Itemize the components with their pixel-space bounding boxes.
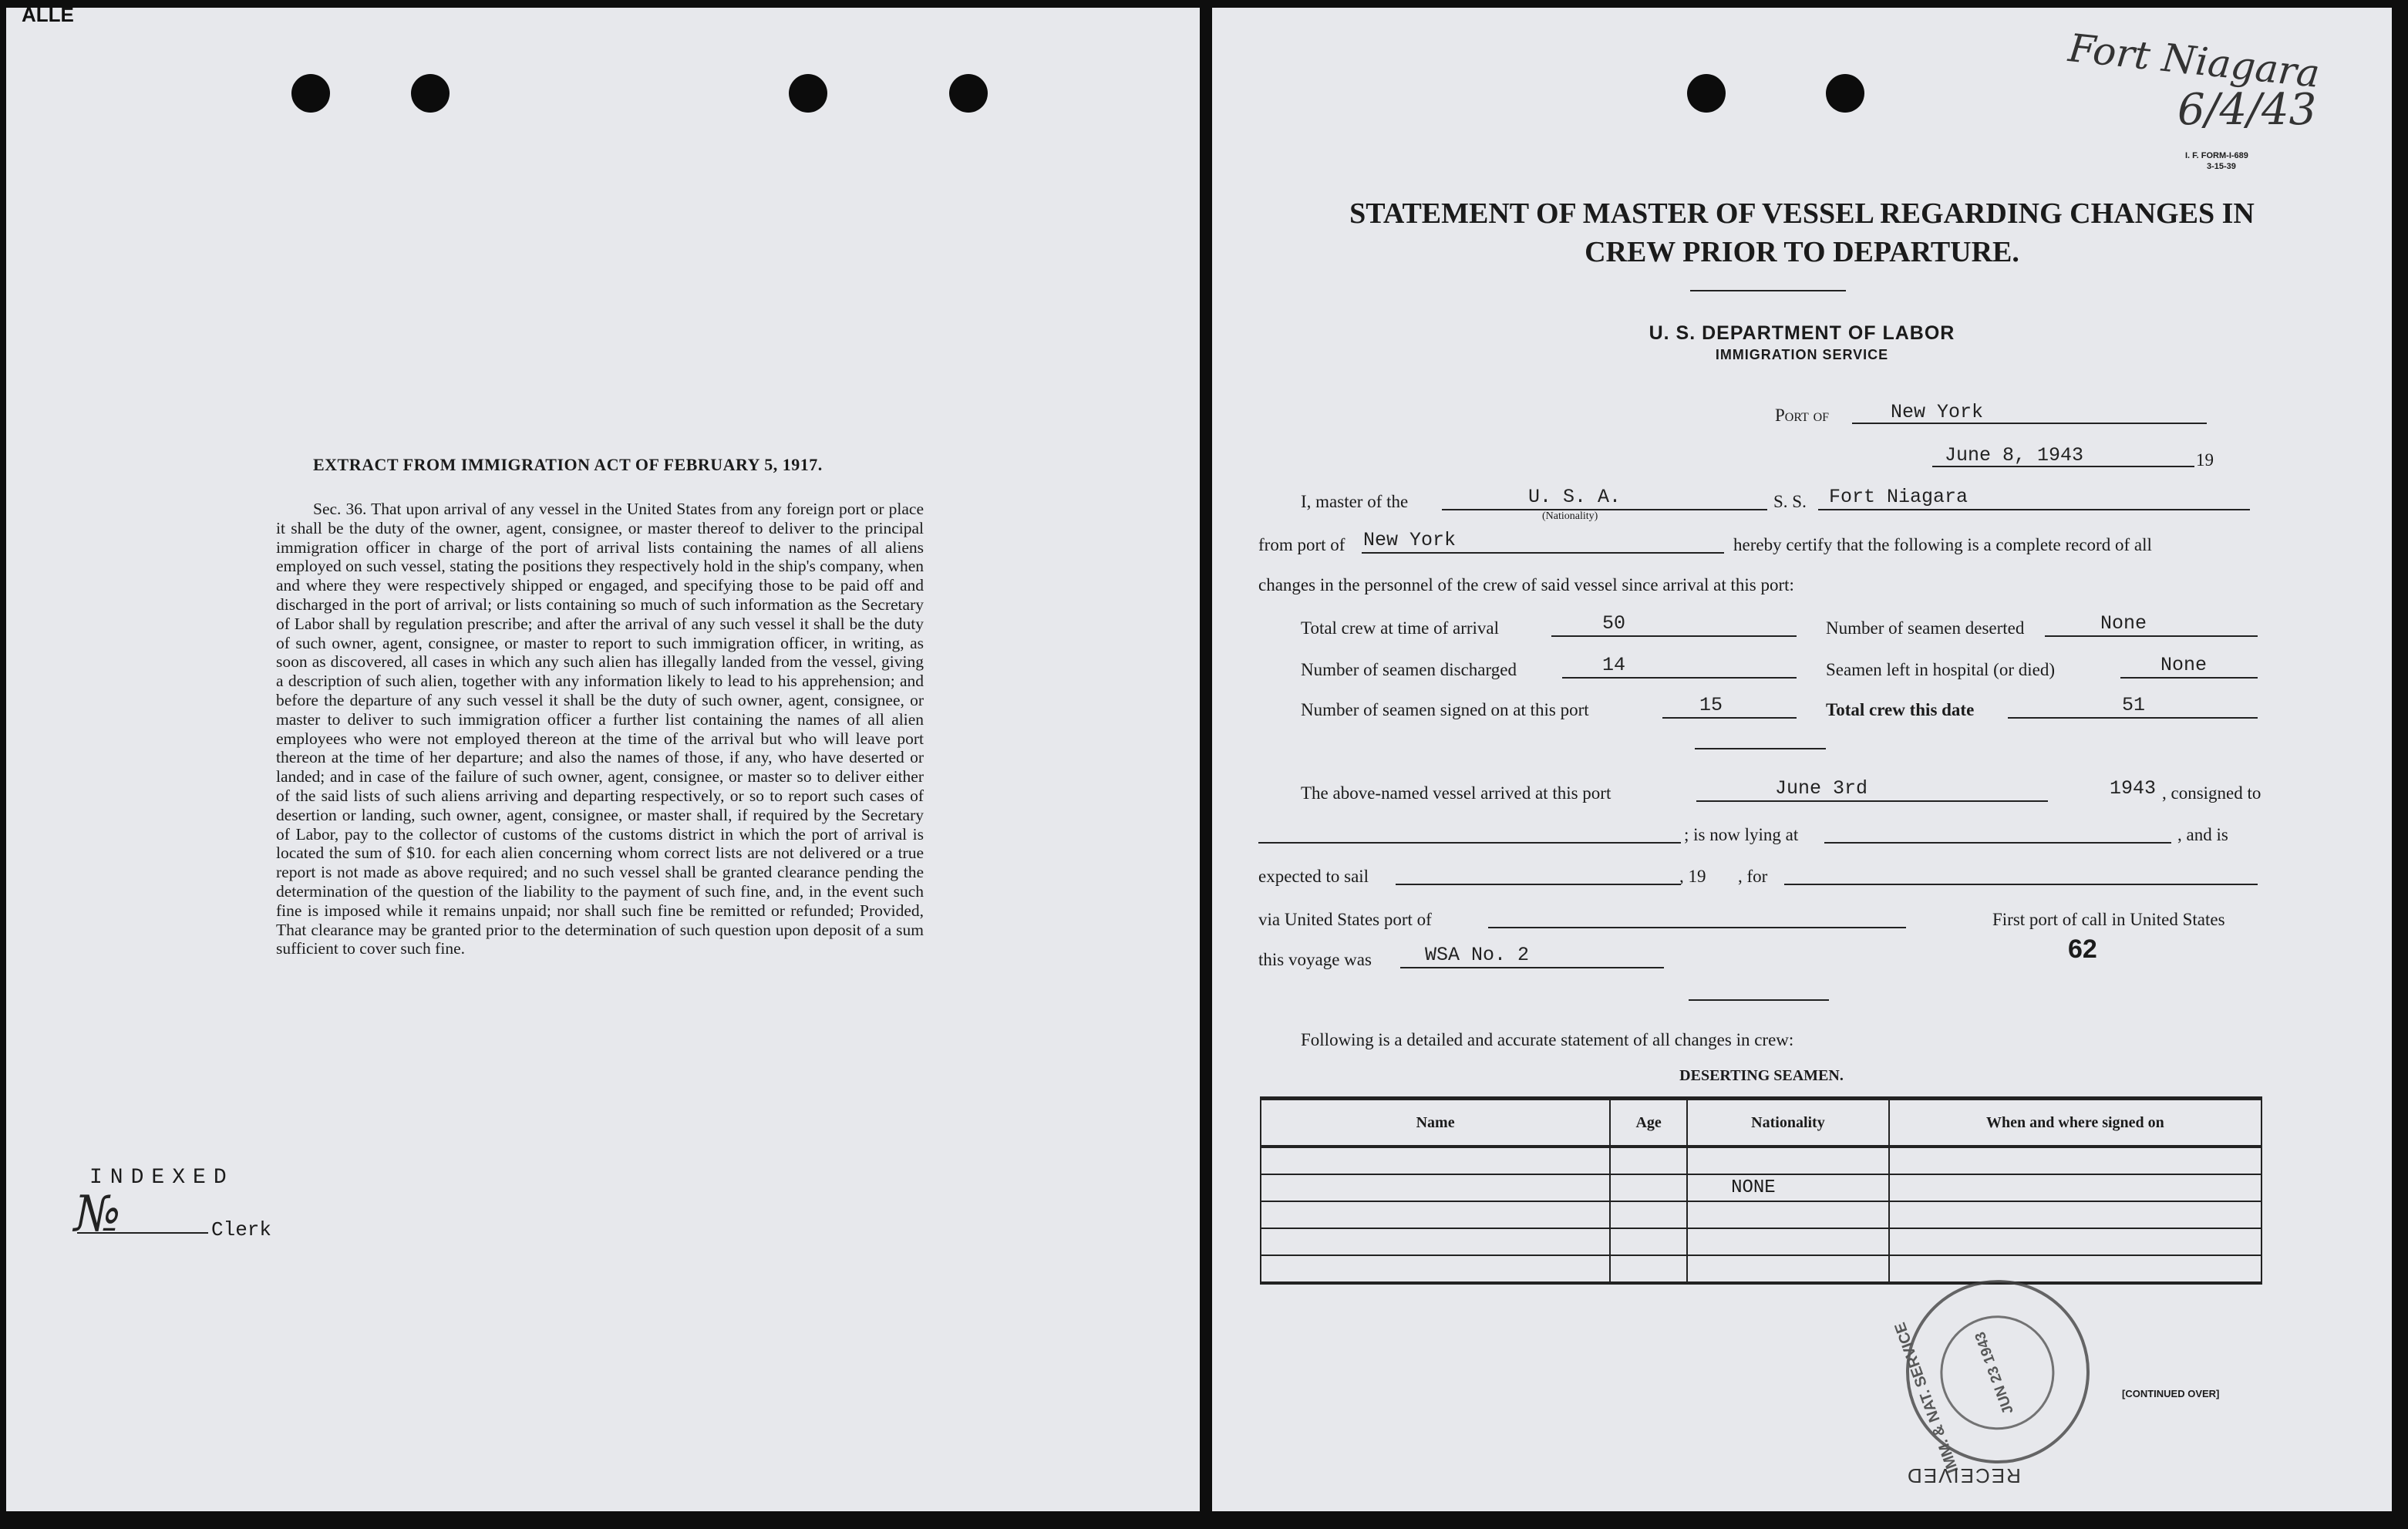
expected-label: expected to sail	[1258, 867, 1369, 886]
from-port-line	[1362, 552, 1724, 554]
punch-hole	[1826, 74, 1864, 113]
deserting-seamen-table	[1260, 1096, 2262, 1285]
total-crew-date-value: 51	[2122, 694, 2146, 716]
seamen-discharged-line	[1562, 677, 1797, 679]
cell-signed-on	[1889, 1228, 2261, 1255]
form-title-line1: STATEMENT OF MASTER OF VESSEL REGARDING CHANGES IN	[1349, 197, 2255, 230]
lying-label: ; is now lying at	[1684, 825, 1799, 844]
punch-hole	[291, 74, 330, 113]
seamen-signed-value: 15	[1699, 694, 1723, 716]
clerk-label: Clerk	[211, 1218, 272, 1241]
via-line	[1488, 927, 1906, 928]
section-rule-2	[1689, 999, 1829, 1001]
cell-name	[1261, 1147, 1610, 1174]
ship-line	[1818, 509, 2250, 510]
sail-year-prefix: , 19	[1679, 867, 1706, 886]
table-row	[1261, 1201, 2261, 1228]
seamen-hospital-value: None	[2160, 654, 2208, 676]
from-port-value: New York	[1363, 529, 1457, 551]
deserting-title: DESERTING SEAMEN.	[1679, 1067, 1844, 1084]
consigned-label: , consigned to	[2162, 783, 2261, 803]
stamp-date: JUN 23 1943	[1972, 1329, 2017, 1416]
act-extract-text	[276, 500, 924, 958]
act-title: EXTRACT FROM IMMIGRATION ACT OF FEBRUARY 5, 1917.	[313, 455, 823, 474]
table-row	[1261, 1174, 2261, 1201]
corner-mark: ALLE	[22, 3, 74, 26]
for-line	[1784, 884, 2258, 885]
arrived-year: 1943	[2110, 777, 2157, 800]
header-age: Age	[1610, 1099, 1687, 1147]
cell-name	[1261, 1255, 1610, 1283]
arrived-label: The above-named vessel arrived at this port	[1301, 783, 1612, 803]
form-title-line2: CREW PRIOR TO DEPARTURE.	[1585, 236, 2019, 268]
table-row	[1261, 1147, 2261, 1174]
stamp-service-text: IMM. & NAT. SERVICE	[1891, 1319, 1962, 1476]
seamen-deserted-label: Number of seamen deserted	[1826, 618, 2025, 638]
nationality-caption: (Nationality)	[1542, 510, 1598, 522]
nationality-value: U. S. A.	[1528, 486, 1622, 508]
master-label: I, master of the	[1301, 492, 1409, 511]
seamen-discharged-label: Number of seamen discharged	[1301, 660, 1517, 679]
ship-name: Fort Niagara	[1829, 486, 1968, 508]
date-value: June 8, 1943	[1945, 444, 2084, 466]
cell-signed-on	[1889, 1255, 2261, 1283]
cell-signed-on	[1889, 1201, 2261, 1228]
title-rule	[1690, 290, 1846, 291]
cell-signed-on	[1889, 1147, 2261, 1174]
arrived-line	[1696, 800, 2048, 802]
cell-nationality: NONE	[1687, 1174, 1889, 1201]
voyage-value: WSA No. 2	[1425, 944, 1530, 966]
via-label: via United States port of	[1258, 910, 1432, 929]
left-page	[6, 3, 1200, 1511]
arrived-value: June 3rd	[1775, 777, 1868, 800]
seamen-signed-line	[1662, 717, 1797, 719]
section-rule	[1695, 748, 1826, 749]
consignee-line	[1258, 842, 1681, 844]
clerk-signature-line	[77, 1232, 208, 1234]
form-number: I. F. FORM-I-689	[2185, 151, 2248, 160]
from-port-label: from port of	[1258, 535, 1345, 554]
port-label: Port of	[1775, 406, 1830, 425]
table-header-row	[1261, 1099, 2261, 1147]
cell-age	[1610, 1255, 1687, 1283]
punch-hole	[1687, 74, 1726, 113]
cell-age	[1610, 1201, 1687, 1228]
seamen-deserted-value: None	[2100, 612, 2147, 635]
cell-name	[1261, 1174, 1610, 1201]
cell-nationality	[1687, 1147, 1889, 1174]
right-page	[1212, 8, 2392, 1511]
service: IMMIGRATION SERVICE	[1715, 347, 1889, 362]
table-row	[1261, 1228, 2261, 1255]
cell-age	[1610, 1147, 1687, 1174]
changes-text: changes in the personnel of the crew of said vessel since arrival at this port:	[1258, 575, 1794, 594]
cell-age	[1610, 1174, 1687, 1201]
stamp-received-text: RECEIVED	[1906, 1464, 2021, 1487]
table-row	[1261, 1255, 2261, 1283]
header-nationality: Nationality	[1687, 1099, 1889, 1147]
first-port-label: First port of call in United States	[1992, 910, 2225, 929]
lying-line	[1824, 842, 2171, 844]
cell-signed-on	[1889, 1174, 2261, 1201]
and-is-label: , and is	[2177, 825, 2228, 844]
form-date: 3-15-39	[2207, 162, 2236, 171]
total-crew-arrival-value: 50	[1602, 612, 1626, 635]
seamen-deserted-line	[2045, 635, 2258, 637]
cell-nationality	[1687, 1201, 1889, 1228]
total-crew-arrival-line	[1551, 635, 1797, 637]
seamen-hospital-line	[2120, 677, 2258, 679]
nationality-line	[1442, 509, 1767, 510]
punch-hole	[789, 74, 827, 113]
department: U. S. DEPARTMENT OF LABOR	[1649, 322, 1955, 344]
date-suffix: 19	[2196, 450, 2214, 470]
header-name: Name	[1261, 1099, 1610, 1147]
punch-hole	[949, 74, 988, 113]
for-label: , for	[1738, 867, 1768, 886]
header-signed-on: When and where signed on	[1889, 1099, 2261, 1147]
handwritten-date: 6/4/43	[2177, 85, 2317, 135]
punch-hole	[411, 74, 450, 113]
continued-over: [CONTINUED OVER]	[2122, 1388, 2220, 1399]
following-text: Following is a detailed and accurate statement of all changes in crew:	[1301, 1030, 1794, 1049]
seamen-discharged-value: 14	[1602, 654, 1626, 676]
received-stamp	[1880, 1254, 2115, 1489]
expected-line	[1396, 884, 1681, 885]
seamen-signed-label: Number of seamen signed on at this port	[1301, 700, 1589, 719]
handwritten-ship-name: Fort Niagara	[2066, 25, 2322, 96]
cell-age	[1610, 1228, 1687, 1255]
port-value: New York	[1891, 401, 1984, 423]
act-paragraph: Sec. 36. That upon arrival of any vessel in the United States from any foreign port or place it shall be the duty of the owner, agent, consignee, or master thereof to deliver to the principal immigration officer in charge of the port of arrival lists containing the names of all aliens employed on such vessel, stating the positions they respectively hold in the ship's company, when and where they were respectively shipped or engaged, and specifying those to be paid off and discharged in the port of arrival; or lists containing so much of such information as the Secretary of Labor shall by regulation prescribe; and after the arrival of any such vessel it shall be the duty of such owner, agent, consignee, or master to report to such immigration officer, in writing, as soon as discovered, all cases in which any such alien has illegally landed from the vessel, giving a description of such alien, together with any information likely to lead to his apprehension; and before the departure of any such vessel it shall be the duty of such owner, agent, consignee, or master to deliver to such immigration officer a further list containing the names of all alien employees who were not employed thereon at the time of the arrival but who will leave port thereon at the time of her departure; and also the names of those, if any, who have deserted or landed; and in case of the failure of such owner, agent, consignee, or master so to deliver either of the said lists of such aliens arriving and departing respectively, or so to report such cases of desertion or landing, such owner, agent, consignee, or master shall, if required by the Secretary of Labor, pay to the collector of customs of the customs district in which the port of arrival is located the sum of $10. for each alien concerning whom correct lists are not delivered or a true report is not made as above required; and no such vessel shall be granted clearance pending the determination of the question of the liability to the payment of such fine, and, in the event such fine is imposed while it remains unpaid; nor shall such fine be remitted or refunded; Provided, That clearance may be granted prior to the determination of such question upon deposit of a sum sufficient to cover such fine.	[276, 500, 924, 958]
clerk-signature: №	[74, 1186, 121, 1243]
total-crew-date-label: Total crew this date	[1826, 700, 1975, 719]
page-number: 62	[2068, 935, 2097, 964]
seamen-hospital-label: Seamen left in hospital (or died)	[1826, 660, 2056, 679]
cell-name	[1261, 1201, 1610, 1228]
indexed-stamp: INDEXED	[89, 1166, 234, 1190]
total-crew-date-line	[2008, 717, 2258, 719]
cell-nationality	[1687, 1228, 1889, 1255]
voyage-label: this voyage was	[1258, 950, 1372, 969]
total-crew-arrival-label: Total crew at time of arrival	[1301, 618, 1500, 638]
form-title	[1212, 194, 2392, 271]
certify-text: hereby certify that the following is a complete record of all	[1733, 535, 2152, 554]
cell-nationality	[1687, 1255, 1889, 1283]
ss-label: S. S.	[1773, 492, 1807, 511]
voyage-line	[1400, 967, 1664, 968]
cell-name	[1261, 1228, 1610, 1255]
